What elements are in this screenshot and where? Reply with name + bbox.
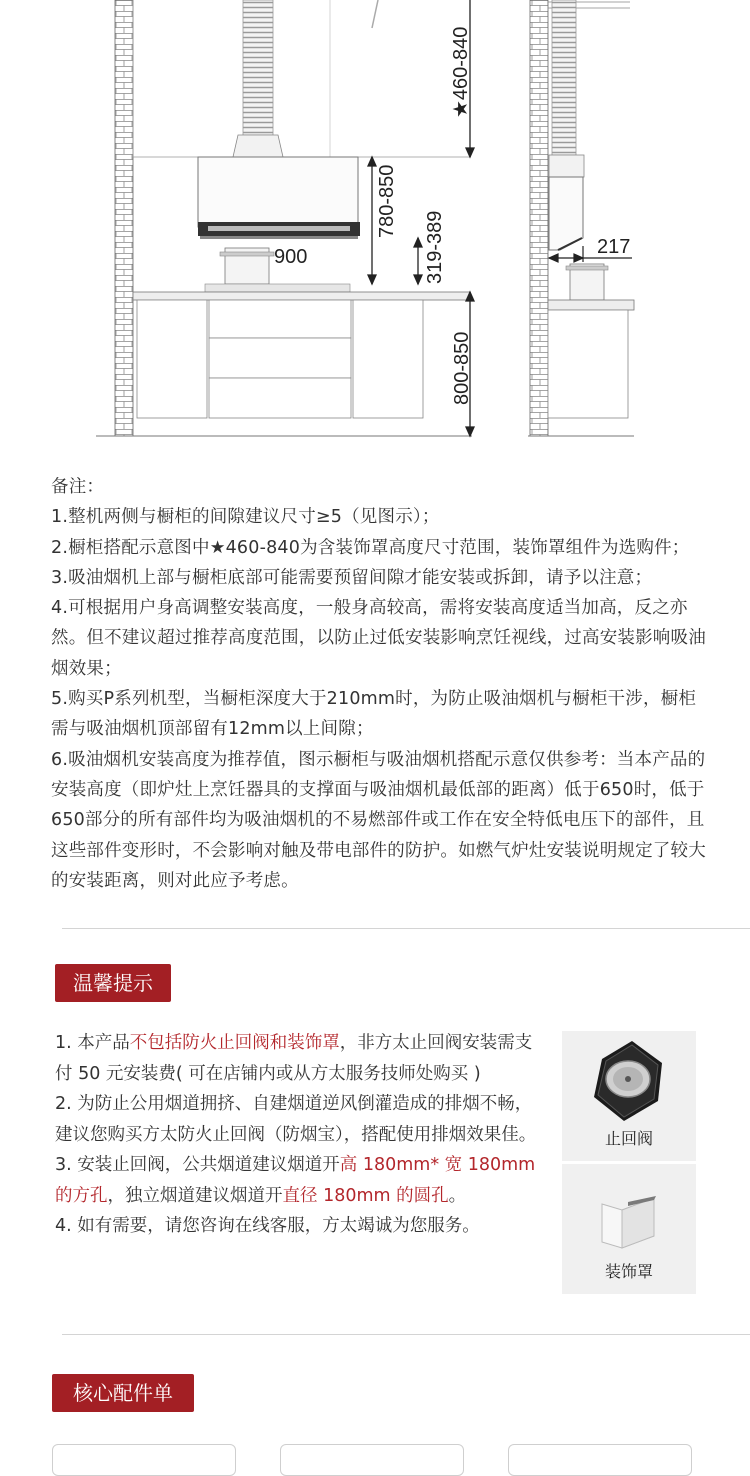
- check-valve-label: 止回阀: [604, 1129, 653, 1148]
- note-item-5: 5.购买P系列机型，当橱柜深度大于210mm时，为防止吸油烟机与橱柜干涉，橱柜需与吸油烟机顶部留有12mm以上间隙；: [51, 689, 697, 740]
- tip1-rest: ，非方太止回阀安装需支付 50 元安装费( 可在店铺内或从方太服务技师处购买 ): [55, 1033, 533, 1084]
- note-item-1: 1.整机两侧与橱柜的间隙建议尺寸≥5（见图示）；: [51, 507, 440, 528]
- tip-item-3: [55, 1150, 545, 1211]
- tip-item-2: 2. 为防止公用烟道拥挤、自建烟道逆风倒灌造成的排烟不畅，建议您购买方太防火止回阀（防烟宝），搭配使用排烟效果佳。: [55, 1094, 537, 1145]
- section-divider: [62, 928, 750, 929]
- check-valve-thumb: [562, 1031, 696, 1161]
- check-valve-icon: [562, 1031, 696, 1131]
- tip3-highlight-round: 直径 180mm 的圆孔: [282, 1185, 449, 1206]
- decorative-cover-label: 装饰罩: [604, 1262, 653, 1281]
- accessory-card[interactable]: [52, 1444, 236, 1476]
- tip-item-4: 4. 如有需要，请您咨询在线客服，方太竭诚为您服务。: [55, 1216, 480, 1236]
- note-item-4: 4.可根据用户身高调整安装高度，一般身高较高，需将安装高度适当加高，反之亦然。但不建议超过推荐高度范围，以防止过低安装影响烹饪视线，过高安装影响吸油烟效果；: [51, 598, 706, 679]
- side-view: [528, 0, 634, 436]
- dim-900: 900: [274, 246, 308, 268]
- core-section-title: 核心配件单: [52, 1374, 194, 1412]
- tips-section-title: 温馨提示: [55, 964, 171, 1002]
- tips-block: [55, 1028, 545, 1242]
- note-item-3: 3.吸油烟机上部与橱柜底部可能需要预留间隙才能安装或拆卸，请予以注意；: [51, 567, 653, 588]
- tip-item-1: [55, 1028, 545, 1089]
- tip1-highlight: 不包括防火止回阀和装饰罩: [129, 1033, 340, 1053]
- tip1-text: 1. 本产品: [55, 1033, 130, 1053]
- dim-780-850: 780-850: [376, 164, 398, 238]
- dim-217: 217: [597, 236, 631, 258]
- note-item-2: 2.橱柜搭配示意图中★460-840为含装饰罩高度尺寸范围，装饰罩组件为选购件；: [51, 537, 690, 558]
- notes-heading: 备注：: [51, 477, 105, 497]
- decorative-cover-thumb: [562, 1164, 696, 1294]
- front-view: [96, 0, 474, 436]
- accessory-card[interactable]: [280, 1444, 464, 1476]
- tip3-text: 3. 安装止回阀，公共烟道建议烟道开: [55, 1155, 340, 1175]
- tip3-mid: ，独立烟道建议烟道开: [107, 1185, 283, 1206]
- installation-diagram: [0, 0, 750, 445]
- decorative-cover-icon: [562, 1164, 696, 1264]
- tip3-highlight-square: 高 180mm* 宽 180mm 的方孔: [55, 1155, 536, 1206]
- dim-460-840: ★460-840: [450, 26, 472, 118]
- notes-block: [51, 472, 711, 896]
- note-item-6: 6.吸油烟机安装高度为推荐值，图示橱柜与吸油烟机搭配示意仅供参考：当本产品的安装高度（即炉灶上烹饪器具的支撑面与吸油烟机最低部的距离）低于650时，低于650部分的所有部件均为吸油烟机的不易燃部件或工作在安全特低电压下的部件，且这些部件变形时，不会影响对触及带电部件的防护。如燃气炉灶安装说明规定了较大的安装距离，则对此应予考虑。: [51, 749, 706, 891]
- section-divider: [62, 1334, 750, 1335]
- dim-319-389: 319-389: [424, 210, 446, 284]
- tip3-end: 。: [448, 1185, 467, 1206]
- dim-800-850: 800-850: [451, 331, 473, 405]
- diagram-svg: [0, 0, 750, 445]
- accessory-card[interactable]: [508, 1444, 692, 1476]
